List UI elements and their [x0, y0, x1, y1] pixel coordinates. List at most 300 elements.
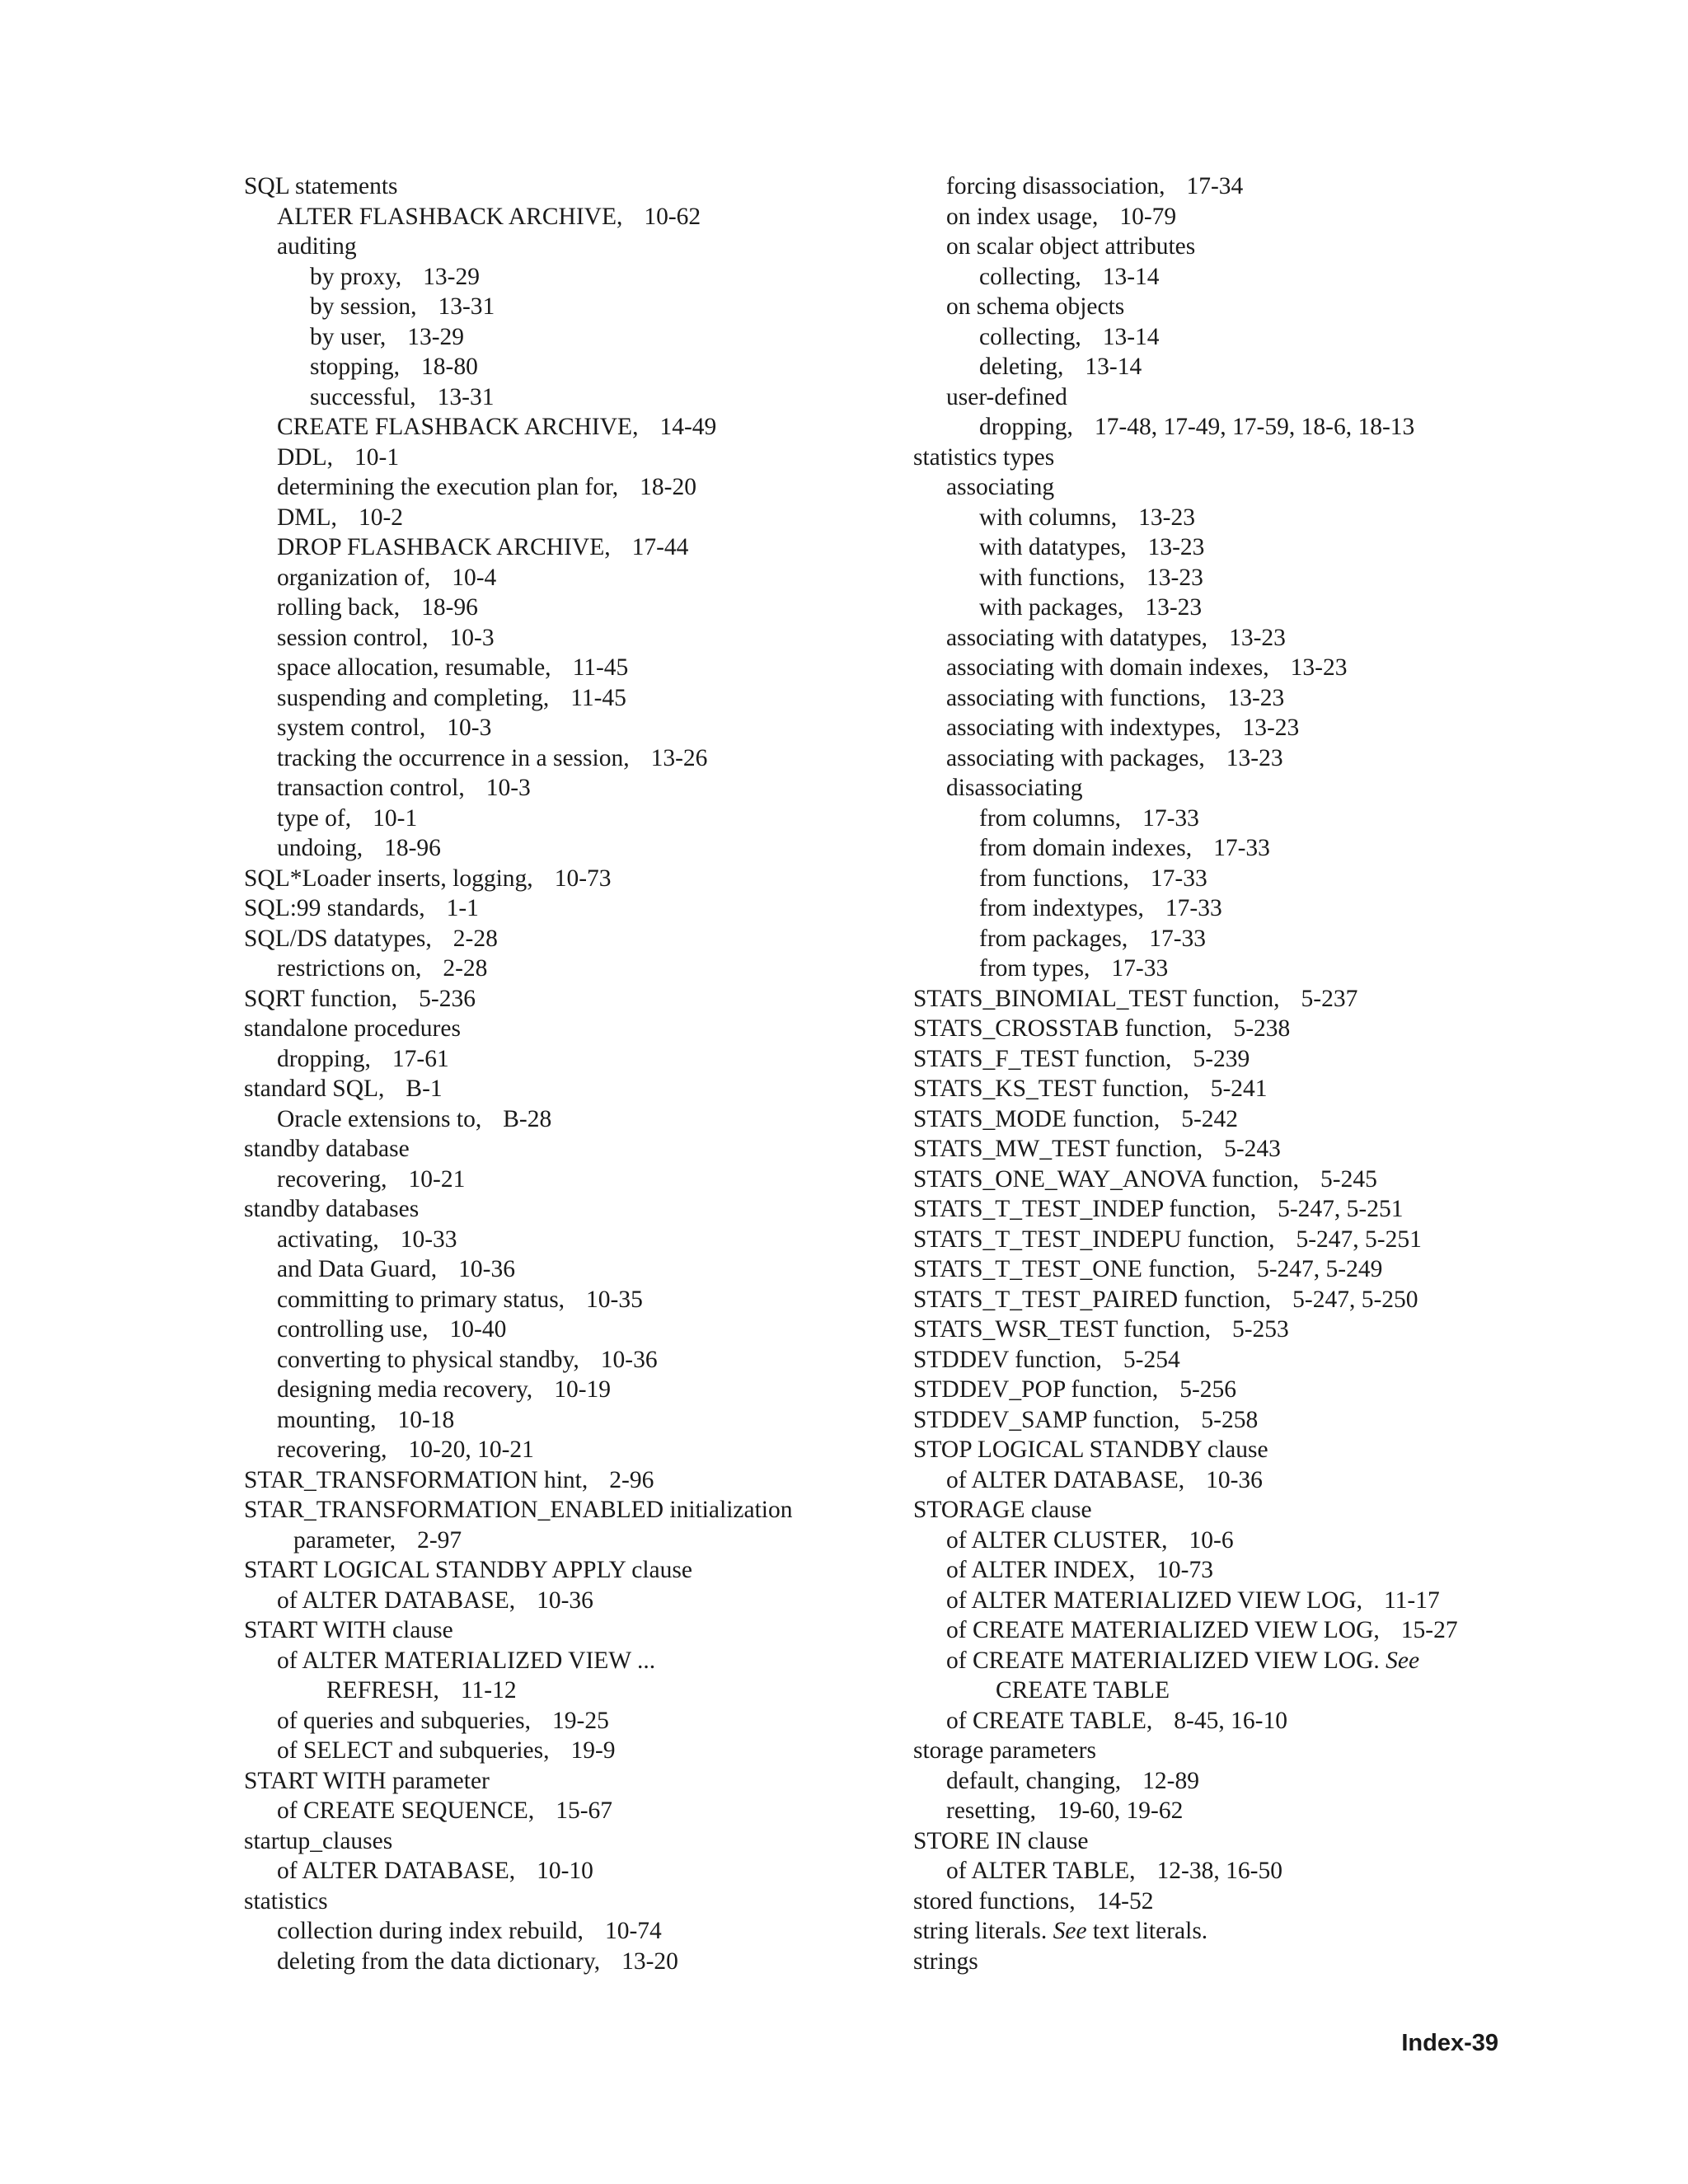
index-entry [244, 382, 870, 413]
index-term: DDL, [277, 443, 334, 471]
index-term: deleting from the data dictionary, [277, 1947, 601, 1975]
index-term: successful, [310, 383, 416, 410]
index-term: of CREATE TABLE, [946, 1707, 1153, 1734]
index-entry [913, 443, 1540, 473]
index-term: DROP FLASHBACK ARCHIVE, [277, 534, 611, 560]
page-reference: 5-238 [1233, 1015, 1291, 1042]
page-reference: 13-23 [1145, 594, 1203, 621]
index-term: space allocation, resumable, [277, 654, 551, 681]
index-term: from indextypes, [979, 895, 1144, 921]
index-term: CREATE TABLE [996, 1677, 1170, 1704]
index-term: organization of, [277, 564, 431, 591]
index-term: by session, [310, 293, 417, 320]
index-entry [244, 262, 870, 293]
page-reference: 13-23 [1146, 564, 1203, 591]
index-term: collection during index rebuild, [277, 1918, 584, 1944]
index-entry [244, 412, 870, 443]
index-entry [913, 563, 1540, 593]
index-term: auditing [277, 233, 357, 260]
index-term: STATS_KS_TEST function, [913, 1076, 1189, 1102]
index-entry [913, 472, 1540, 503]
index-entry [913, 352, 1540, 382]
page-reference: 5-247, 5-251 [1278, 1196, 1404, 1222]
index-entry [244, 532, 870, 563]
index-entry [244, 1375, 870, 1405]
page-reference: 2-28 [452, 925, 498, 952]
index-entry [913, 893, 1540, 924]
index-entry [244, 292, 870, 322]
index-entry [244, 1014, 870, 1044]
index-term: by user, [310, 323, 387, 350]
index-term: controlling use, [277, 1316, 429, 1343]
page-reference: 17-33 [1142, 804, 1199, 832]
page-reference: 10-1 [354, 443, 400, 471]
page-reference: B-28 [503, 1105, 552, 1132]
index-entry [913, 262, 1540, 293]
index-entry [244, 1134, 870, 1165]
page-reference: 5-247, 5-250 [1292, 1286, 1418, 1313]
index-term: of ALTER DATABASE, [277, 1586, 516, 1614]
index-entry [913, 1165, 1540, 1195]
page-reference: 10-36 [537, 1586, 593, 1614]
index-entry [913, 1104, 1540, 1135]
index-entry [913, 773, 1540, 804]
index-entry [913, 743, 1540, 774]
page-reference: 13-31 [437, 383, 495, 410]
page-reference: 13-20 [621, 1947, 678, 1975]
index-term: REFRESH, [326, 1677, 439, 1704]
index-entry [244, 202, 870, 232]
index-entry [244, 1194, 870, 1225]
index-term: suspending and completing, [277, 684, 550, 711]
page-reference: 15-27 [1400, 1617, 1458, 1643]
index-entry [913, 1736, 1540, 1766]
page-reference: 5-245 [1320, 1165, 1377, 1193]
index-entry [244, 1074, 870, 1104]
index-term: STORE IN clause [913, 1827, 1089, 1854]
index-term: dropping, [979, 414, 1073, 440]
page-reference: 13-14 [1102, 263, 1160, 290]
page-reference: 10-4 [452, 564, 497, 591]
index-entry [244, 773, 870, 804]
see-reference: See [1386, 1647, 1420, 1674]
index-term: ALTER FLASHBACK ARCHIVE, [277, 203, 623, 230]
index-entry [913, 833, 1540, 864]
index-entry [913, 202, 1540, 232]
page-reference: 5-242 [1181, 1105, 1239, 1132]
page-reference: 2-28 [443, 955, 488, 982]
see-reference: See [1053, 1918, 1087, 1944]
index-term: of CREATE MATERIALIZED VIEW LOG, [946, 1617, 1380, 1643]
index-entry [244, 1586, 870, 1616]
index-entry [913, 1916, 1540, 1947]
page-reference: 1-1 [446, 895, 479, 921]
index-term: STATS_F_TEST function, [913, 1045, 1172, 1072]
page-reference: 5-254 [1123, 1346, 1180, 1373]
index-term: session control, [277, 624, 429, 651]
index-term: and Data Guard, [277, 1256, 438, 1282]
index-term: of ALTER MATERIALIZED VIEW ... [277, 1647, 656, 1674]
index-entry [244, 1555, 870, 1586]
index-term: associating with indextypes, [946, 715, 1221, 741]
page-reference: 10-21 [408, 1165, 466, 1193]
page-reference: 10-79 [1119, 203, 1177, 230]
index-entry [913, 382, 1540, 413]
page-reference: 12-38, 16-50 [1156, 1858, 1282, 1884]
index-entry [913, 1044, 1540, 1075]
index-term: on scalar object attributes [946, 233, 1196, 260]
index-entry [244, 1615, 870, 1646]
index-term: by proxy, [310, 263, 402, 290]
page-reference: 17-33 [1111, 955, 1169, 982]
page-reference: 10-3 [485, 775, 531, 801]
index-entry [244, 1675, 870, 1706]
index-term: standby databases [244, 1196, 420, 1222]
index-entry [913, 593, 1540, 623]
index-term: statistics types [913, 443, 1055, 471]
page-reference: 17-48, 17-49, 17-59, 18-6, 18-13 [1094, 414, 1415, 440]
index-term: standard SQL, [244, 1076, 385, 1102]
index-entry [244, 924, 870, 954]
index-entry [913, 623, 1540, 654]
index-entry [244, 954, 870, 984]
page-reference: 10-62 [644, 203, 701, 230]
page-reference: 13-23 [1290, 654, 1348, 681]
page-reference: 14-49 [659, 414, 717, 440]
index-term: SQRT function, [244, 985, 398, 1012]
index-term: STDDEV function, [913, 1346, 1102, 1373]
index-entry [913, 1014, 1540, 1044]
index-term: recovering, [277, 1165, 387, 1193]
page-reference: 10-20, 10-21 [408, 1436, 534, 1463]
index-term: STDDEV_SAMP function, [913, 1406, 1180, 1433]
index-entry [244, 623, 870, 654]
index-entry [244, 1225, 870, 1255]
page-reference: 10-33 [400, 1226, 457, 1253]
page-reference: 17-61 [392, 1045, 449, 1072]
index-term: tracking the occurrence in a session, [277, 744, 630, 771]
index-term: activating, [277, 1226, 379, 1253]
index-entry [244, 1254, 870, 1285]
index-term: from functions, [979, 865, 1129, 892]
index-term: associating [946, 474, 1055, 500]
index-entry [244, 563, 870, 593]
index-term: restrictions on, [277, 955, 422, 982]
index-term: CREATE FLASHBACK ARCHIVE, [277, 414, 639, 440]
index-entry [244, 743, 870, 774]
index-entry [244, 171, 870, 202]
index-entry [913, 653, 1540, 683]
index-term: from types, [979, 955, 1090, 982]
index-term: of ALTER TABLE, [946, 1858, 1136, 1884]
index-entry [913, 1405, 1540, 1436]
index-entry [244, 1285, 870, 1315]
index-term: from packages, [979, 925, 1128, 952]
page-reference: 14-52 [1096, 1887, 1154, 1915]
page-reference: 5-258 [1201, 1406, 1259, 1433]
index-entry [913, 1134, 1540, 1165]
index-entry [913, 1345, 1540, 1376]
index-term: string literals. [913, 1918, 1048, 1944]
index-entry [244, 1405, 870, 1436]
index-term: disassociating [946, 775, 1083, 801]
index-entry [913, 804, 1540, 834]
index-entry [244, 322, 870, 353]
index-entry [244, 893, 870, 924]
page-reference: 13-23 [1147, 534, 1205, 560]
index-term: on schema objects [946, 293, 1125, 320]
index-term: associating with domain indexes, [946, 654, 1269, 681]
page-number: Index-39 [1401, 2030, 1498, 2056]
page-reference: 17-33 [1149, 925, 1207, 952]
index-term: standalone procedures [244, 1015, 461, 1042]
index-entry [913, 1074, 1540, 1104]
index-term: with packages, [979, 594, 1124, 621]
index-entry [244, 1465, 870, 1496]
index-term: SQL/DS datatypes, [244, 925, 432, 952]
index-term: of CREATE SEQUENCE, [277, 1797, 535, 1824]
page-reference: 2-97 [417, 1526, 462, 1554]
index-entry [244, 653, 870, 683]
index-column-right [913, 171, 1540, 1976]
page-reference: 13-14 [1102, 323, 1160, 350]
index-entry [244, 1856, 870, 1886]
index-entry [913, 532, 1540, 563]
page-reference: 10-6 [1189, 1526, 1234, 1554]
index-entry [244, 1646, 870, 1676]
page-reference: 5-256 [1179, 1376, 1237, 1403]
page-reference: 5-236 [419, 985, 476, 1012]
page-reference: 5-237 [1301, 985, 1358, 1012]
index-term: associating with functions, [946, 684, 1207, 711]
index-term: parameter, [293, 1526, 396, 1554]
page-reference: 5-247, 5-249 [1256, 1256, 1383, 1282]
index-term: START WITH clause [244, 1617, 453, 1643]
page-reference: 2-96 [609, 1466, 654, 1493]
index-term: system control, [277, 715, 426, 741]
index-entry [913, 924, 1540, 954]
page-reference: 5-247, 5-251 [1296, 1226, 1422, 1253]
index-term: on index usage, [946, 203, 1099, 230]
index-entry [913, 1675, 1540, 1706]
page-reference: 13-29 [407, 323, 465, 350]
index-entry [244, 713, 870, 743]
page-reference: 17-34 [1186, 173, 1244, 199]
index-term: stopping, [310, 354, 400, 380]
page-reference: 18-96 [421, 594, 478, 621]
index-entry [913, 1646, 1540, 1676]
index-entry [913, 1225, 1540, 1255]
index-entry [244, 1947, 870, 1977]
index-term: STORAGE clause [913, 1497, 1092, 1523]
index-term: of CREATE MATERIALIZED VIEW LOG. [946, 1647, 1380, 1674]
index-entry [913, 1886, 1540, 1917]
index-term: STATS_WSR_TEST function, [913, 1316, 1211, 1343]
index-term: forcing disassociation, [946, 173, 1165, 199]
index-entry [913, 1796, 1540, 1826]
index-term: committing to primary status, [277, 1286, 565, 1313]
index-entry [244, 1766, 870, 1797]
page-reference: 13-23 [1227, 684, 1285, 711]
index-entry [244, 443, 870, 473]
index-entry [913, 984, 1540, 1015]
index-entry [244, 804, 870, 834]
page-reference: B-1 [406, 1076, 443, 1102]
index-column-left [244, 171, 870, 1976]
index-term: from domain indexes, [979, 835, 1193, 861]
index-entry [244, 1706, 870, 1736]
index-term: with functions, [979, 564, 1125, 591]
page-reference: 17-33 [1165, 895, 1222, 921]
index-term: STATS_T_TEST_ONE function, [913, 1256, 1236, 1282]
index-term: STATS_MODE function, [913, 1105, 1160, 1132]
index-term: SQL:99 standards, [244, 895, 425, 921]
index-entry [244, 1736, 870, 1766]
index-entry [913, 1526, 1540, 1556]
index-entry [244, 1916, 870, 1947]
index-term: mounting, [277, 1406, 377, 1433]
see-target: text literals. [1092, 1918, 1208, 1944]
index-entry [913, 1315, 1540, 1345]
page-reference: 10-40 [449, 1316, 507, 1343]
page-reference: 10-3 [449, 624, 495, 651]
index-term: STATS_T_TEST_INDEP function, [913, 1196, 1257, 1222]
index-term: transaction control, [277, 775, 465, 801]
index-entry [244, 1044, 870, 1075]
index-entry [244, 232, 870, 262]
index-term: STAR_TRANSFORMATION hint, [244, 1466, 588, 1493]
index-entry [244, 864, 870, 894]
index-entry [913, 1435, 1540, 1465]
index-entry [244, 1526, 870, 1556]
index-term: SQL statements [244, 173, 398, 199]
index-term: STATS_T_TEST_INDEPU function, [913, 1226, 1275, 1253]
page-reference: 5-239 [1193, 1045, 1250, 1072]
page-reference: 19-9 [570, 1737, 616, 1764]
index-entry [913, 1615, 1540, 1646]
index-term: startup_clauses [244, 1827, 393, 1854]
page-reference: 5-241 [1210, 1076, 1268, 1102]
index-entry [244, 1165, 870, 1195]
page-reference: 13-23 [1242, 715, 1300, 741]
index-entry [913, 1375, 1540, 1405]
index-term: of SELECT and subqueries, [277, 1737, 550, 1764]
index-entry [244, 472, 870, 503]
index-entry [913, 232, 1540, 262]
index-entry [913, 1285, 1540, 1315]
page-reference: 10-18 [397, 1406, 455, 1433]
index-term: of queries and subqueries, [277, 1707, 532, 1734]
page-reference: 11-12 [460, 1677, 517, 1704]
index-term: statistics [244, 1887, 328, 1915]
page-reference: 12-89 [1142, 1767, 1199, 1794]
index-term: determining the execution plan for, [277, 474, 619, 500]
index-entry [913, 1856, 1540, 1886]
index-term: dropping, [277, 1045, 371, 1072]
index-entry [913, 683, 1540, 714]
index-term: from columns, [979, 804, 1122, 832]
index-entry [244, 1315, 870, 1345]
page-reference: 13-23 [1138, 504, 1195, 531]
index-term: STDDEV_POP function, [913, 1376, 1159, 1403]
index-term: STOP LOGICAL STANDBY clause [913, 1436, 1268, 1463]
index-term: STATS_ONE_WAY_ANOVA function, [913, 1165, 1300, 1193]
page-reference: 5-243 [1224, 1136, 1281, 1162]
index-entry [913, 1465, 1540, 1496]
index-term: designing media recovery, [277, 1376, 533, 1403]
index-entry [913, 1586, 1540, 1616]
index-entry [913, 503, 1540, 533]
index-entry [244, 1796, 870, 1826]
page-reference: 18-80 [421, 354, 478, 380]
index-term: STATS_CROSSTAB function, [913, 1015, 1212, 1042]
page-reference: 10-36 [1206, 1466, 1263, 1493]
index-term: of ALTER INDEX, [946, 1557, 1136, 1583]
index-term: associating with packages, [946, 744, 1205, 771]
index-entry [913, 1555, 1540, 1586]
index-term: rolling back, [277, 594, 401, 621]
index-term: user-defined [946, 383, 1067, 410]
index-entry [244, 1886, 870, 1917]
page-reference: 19-25 [552, 1707, 609, 1734]
index-term: SQL*Loader inserts, logging, [244, 865, 533, 892]
page-reference: 11-17 [1384, 1586, 1440, 1614]
index-entry [913, 322, 1540, 353]
index-entry [913, 1826, 1540, 1857]
index-term: resetting, [946, 1797, 1036, 1824]
index-entry [244, 1104, 870, 1135]
index-entry [913, 292, 1540, 322]
page-reference: 10-35 [586, 1286, 643, 1313]
page-reference: 17-44 [631, 534, 689, 560]
index-term: standby database [244, 1136, 410, 1162]
index-term: with datatypes, [979, 534, 1127, 560]
index-entry [244, 1435, 870, 1465]
index-term: collecting, [979, 263, 1081, 290]
index-entry [244, 1826, 870, 1857]
index-term: storage parameters [913, 1737, 1096, 1764]
index-term: Oracle extensions to, [277, 1105, 482, 1132]
index-term: STATS_T_TEST_PAIRED function, [913, 1286, 1272, 1313]
index-term: converting to physical standby, [277, 1346, 579, 1373]
page-reference: 17-33 [1150, 865, 1207, 892]
index-term: of ALTER CLUSTER, [946, 1526, 1168, 1554]
page-reference: 13-29 [423, 263, 480, 290]
page-reference: 10-10 [537, 1858, 593, 1884]
page-reference: 18-20 [640, 474, 696, 500]
index-term: STATS_BINOMIAL_TEST function, [913, 985, 1280, 1012]
index-term: with columns, [979, 504, 1118, 531]
page-reference: 10-3 [447, 715, 492, 741]
page-reference: 13-26 [650, 744, 708, 771]
page-reference: 10-73 [554, 865, 612, 892]
page-reference: 10-36 [600, 1346, 658, 1373]
page-reference: 11-45 [570, 684, 626, 711]
page-reference: 10-74 [604, 1918, 662, 1944]
page-reference: 13-31 [438, 293, 495, 320]
index-term: type of, [277, 804, 352, 832]
index-entry [913, 1706, 1540, 1736]
index-entry [913, 954, 1540, 984]
page-reference: 10-73 [1156, 1557, 1213, 1583]
index-term: STATS_MW_TEST function, [913, 1136, 1203, 1162]
page-reference: 10-19 [554, 1376, 612, 1403]
index-term: recovering, [277, 1436, 387, 1463]
index-term: of ALTER DATABASE, [277, 1858, 516, 1884]
index-entry [913, 713, 1540, 743]
page-reference: 13-23 [1229, 624, 1286, 651]
page-reference: 11-45 [572, 654, 629, 681]
